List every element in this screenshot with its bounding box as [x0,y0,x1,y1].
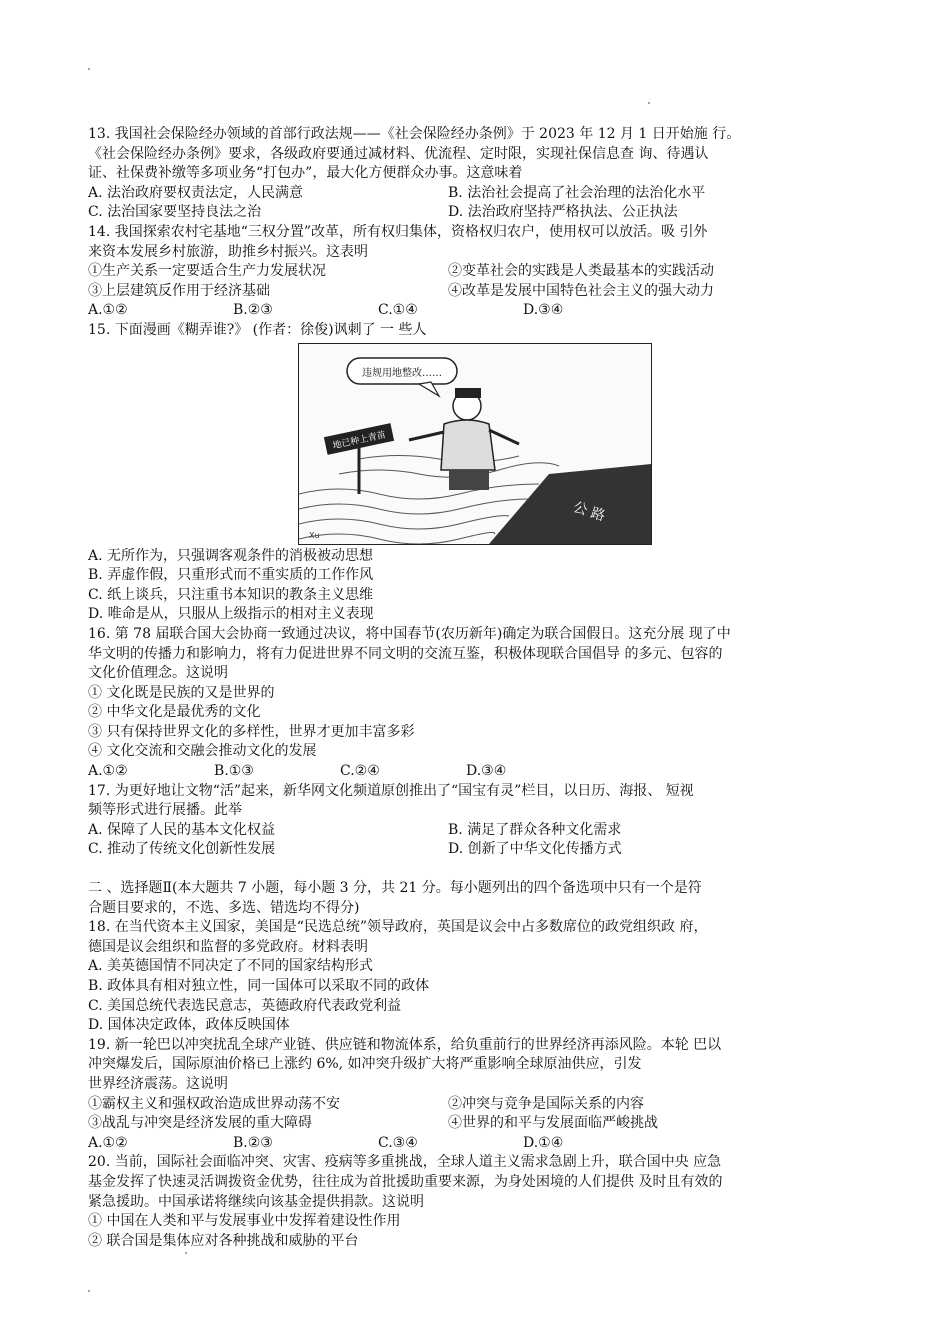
q19-choices [88,1134,868,1154]
q16-statement-4: ④ 文化交流和交融会推动文化的发展 [88,743,317,760]
q19-choice-c[interactable]: C.③④ [378,1134,418,1151]
cartoon-drawing [299,344,651,544]
q13-stem-line-1: 13. 我国社会保险经办领域的首部行政法规——《社会保险经办条例》于 2023 年 12 月 1 日开始施 行。 [88,126,741,142]
q19-statements-row-1 [88,1095,868,1115]
exam-page [88,125,868,1251]
q20-statement-2: ② 联合国是集体应对各种挑战和威胁的平台 [88,1232,359,1249]
cartoon-sign-text: 地已种上青苗 [331,429,387,451]
q13-option-a[interactable]: A. 法治政府要权责法定，人民满意 [88,184,304,201]
q14-stem-line-1: 14. 我国探索农村宅基地“三权分置”改革，所有权归集体，资格权归农户，使用权可以放活。吸 引外 [88,223,708,240]
q17-options-row-2 [88,840,868,860]
question-20 [88,1153,868,1251]
q16-choice-a[interactable]: A.①② [88,763,128,780]
q18-stem-line-1: 18. 在当代资本主义国家，美国是“民选总统”领导政府，英国是议会中占多数席位的政党组织政 府， [88,919,708,936]
q20-stem-line-1: 20. 当前，国际社会面临冲突、灾害、疫病等多重挑战，全球人道主义需求急剧上升，联合国中央 应急 [88,1154,722,1171]
question-15 [88,321,868,625]
q14-choice-d[interactable]: D.③④ [523,302,564,319]
q17-option-b[interactable]: B. 满足了群众各种文化需求 [448,821,622,838]
q14-statement-4: ④改革是发展中国特色社会主义的强大动力 [448,282,714,299]
q19-choice-d[interactable]: D.①④ [523,1134,564,1151]
section-2-line-2: 合题目要求的，不选、多选、错选均不得分) [88,899,360,916]
q13-stem-line-2: 《社会保险经办条例》要求，各级政府要通过减材料、优流程、定时限，实现社保信息查 询、待遇认 [88,145,709,162]
q15-option-d[interactable]: D. 唯命是从，只服从上级指示的相对主义表现 [88,606,374,623]
q15-stem: 15. 下面漫画《糊弄谁?》 (作者：徐俊)讽刺了 一 些人 [88,321,427,338]
q17-stem-line-1: 17. 为更好地让文物“活”起来，新华网文化频道原创推出了“国宝有灵”栏目，以日历、海报、 短视 [88,782,694,799]
section-gap [88,860,868,879]
q17-options-row-1 [88,821,868,841]
q14-stem-line-2: 来资本发展乡村旅游，助推乡村振兴。这表明 [88,243,368,260]
q14-choice-c[interactable]: C.①④ [378,302,418,319]
q14-statements-row-1 [88,262,868,282]
question-13 [88,125,868,223]
q19-statement-3: ③战乱与冲突是经济发展的重大障碍 [88,1115,312,1132]
question-19 [88,1036,868,1154]
q20-stem-line-2: 基金发挥了快速灵活调拨资金优势，往往成为首批援助重要来源，为身处困境的人们提供 及时且有效的 [88,1173,723,1190]
q18-option-a[interactable]: A. 美英德国情不同决定了不同的国家结构形式 [88,958,374,975]
cartoon-signature: Xu [309,530,320,540]
cartoon-image [298,343,652,545]
q17-option-a[interactable]: A. 保障了人民的基本文化权益 [88,821,276,838]
section-2-header [88,879,868,918]
q14-choice-a[interactable]: A.①② [88,302,128,319]
scan-speck [88,68,90,70]
q19-stem-line-1: 19. 新一轮巴以冲突扰乱全球产业链、供应链和物流体系，给负重前行的世界经济再添风险。本轮 巴以 [88,1036,722,1053]
q20-stem-line-3: 紧急援助。中国承诺将继续向该基金提供捐款。这说明 [88,1193,424,1210]
scan-speck [185,1252,187,1254]
q16-choice-b[interactable]: B.①③ [214,763,254,780]
section-2-line-1: 二 、选择题Ⅱ(本大题共 7 小题，每小题 3 分，共 21 分。每小题列出的四个备选项中只有一个是符 [88,880,702,897]
q13-option-c[interactable]: C. 法治国家要坚持良法之治 [88,204,262,221]
q13-options-row-2 [88,203,868,223]
q16-statement-3: ③ 只有保持世界文化的多样性，世界才更加丰富多彩 [88,723,415,740]
q17-stem-line-2: 频等形式进行展播。此举 [88,802,242,819]
q16-statement-2: ② 中华文化是最优秀的文化 [88,704,261,721]
q14-statement-1: ①生产关系一定要适合生产力发展状况 [88,263,326,280]
q19-choice-a[interactable]: A.①② [88,1134,128,1151]
q18-option-b[interactable]: B. 政体具有相对独立性，同一国体可以采取不同的政体 [88,978,430,994]
cartoon-road-text: 公 路 [571,498,607,525]
q19-choice-b[interactable]: B.②③ [233,1134,273,1151]
question-18 [88,918,868,1036]
q16-statement-1: ① 文化既是民族的又是世界的 [88,684,275,701]
q16-stem-line-2: 华文明的传播力和影响力，将有力促进世界不同文明的交流互鉴，积极体现联合国倡导 的多元、包容的 [88,645,723,662]
scan-speck [648,102,650,104]
q19-statement-2: ②冲突与竞争是国际关系的内容 [448,1095,644,1112]
scan-speck [88,1290,90,1292]
q20-statement-1: ① 中国在人类和平与发展事业中发挥着建设性作用 [88,1213,401,1230]
question-17 [88,782,868,860]
q13-option-d[interactable]: D. 法治政府坚持严格执法、公正执法 [448,204,678,221]
q13-option-b[interactable]: B. 法治社会提高了社会治理的法治化水平 [448,184,706,201]
question-16 [88,625,868,782]
q14-statement-2: ②变革社会的实践是人类最基本的实践活动 [448,263,714,280]
q19-statement-4: ④世界的和平与发展面临严峻挑战 [448,1115,658,1132]
q13-stem-line-3: 证、社保费补缴等多项业务“打包办”，最大化方便群众办事。这意味着 [88,165,523,182]
q14-choices [88,301,868,321]
q19-stem-line-3: 世界经济震荡。这说明 [88,1075,228,1092]
q16-choices [88,762,868,782]
q14-choice-b[interactable]: B.②③ [233,302,273,319]
q16-stem-line-3: 文化价值理念。这说明 [88,665,228,682]
q17-option-d[interactable]: D. 创新了中华文化传播方式 [448,841,622,858]
cartoon-speech-text: 违规用地整改…… [362,367,442,379]
q18-option-d[interactable]: D. 国体决定政体，政体反映国体 [88,1017,290,1034]
q17-option-c[interactable]: C. 推动了传统文化创新性发展 [88,841,276,858]
q19-stem-line-2: 冲突爆发后，国际原油价格已上涨约 6%, 如冲突升级扩大将严重影响全球原油供应，引发 [88,1056,642,1073]
q16-stem-line-1: 16. 第 78 届联合国大会协商一致通过决议，将中国春节(农历新年)确定为联合国假日。这充分展 现了中 [88,625,731,642]
q13-options-row-1 [88,184,868,204]
q14-statements-row-2 [88,282,868,302]
q15-option-b[interactable]: B. 弄虚作假，只重形式而不重实质的工作作风 [88,567,374,584]
q15-option-a[interactable]: A. 无所作为，只强调客观条件的消极被动思想 [88,547,374,564]
q18-stem-line-2: 德国是议会组织和监督的多党政府。材料表明 [88,938,368,955]
question-14 [88,223,868,321]
q14-statement-3: ③上层建筑反作用于经济基础 [88,282,270,299]
q19-statements-row-2 [88,1114,868,1134]
q18-option-c[interactable]: C. 美国总统代表选民意志，英德政府代表政党利益 [88,997,402,1014]
q19-statement-1: ①霸权主义和强权政治造成世界动荡不安 [88,1095,340,1112]
q16-choice-c[interactable]: C.②④ [340,763,380,780]
q15-option-c[interactable]: C. 纸上谈兵，只注重书本知识的教条主义思维 [88,586,374,603]
q16-choice-d[interactable]: D.③④ [466,763,507,780]
